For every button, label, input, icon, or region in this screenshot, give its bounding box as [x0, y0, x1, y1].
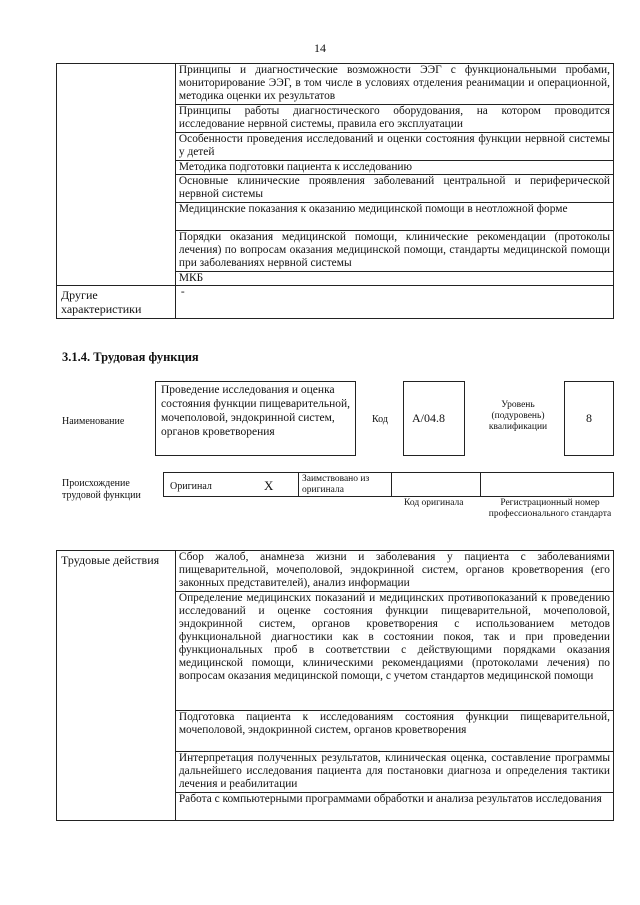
original-label: Оригинал [170, 481, 212, 492]
code-label: Код [372, 414, 388, 425]
borrowed-label: Заимствовано из оригинала [302, 474, 370, 495]
knowledge-row: Методика подготовки пациента к исследованию [175, 161, 613, 175]
knowledge-row: Медицинские показания к оказанию медицинской помощи в неотложной форме [175, 203, 613, 231]
registration-number-label: Регистрационный номер профессионального стандарта [488, 498, 612, 519]
divider [391, 472, 392, 497]
knowledge-label-cell [57, 64, 176, 286]
knowledge-table [56, 63, 614, 319]
other-characteristics-label: Другие характеристики [57, 286, 176, 319]
divider [480, 472, 481, 497]
action-row: Сбор жалоб, анамнеза жизни и заболевания у пациента с заболеваниями пищеварительной, мочеполовой, эндокринной систем, органов кроветворения (его законных представителей), анализ информации [175, 551, 613, 592]
code-original-label: Код оригинала [404, 498, 464, 508]
name-label: Наименование [62, 416, 125, 427]
other-characteristics-value: - [175, 286, 613, 319]
page-number: 14 [314, 41, 326, 55]
code-box: A/04.8 [403, 381, 465, 456]
action-row: Работа с компьютерными программами обработки и анализа результатов исследования [175, 793, 613, 821]
original-mark: X [264, 478, 274, 493]
origin-row [163, 472, 614, 497]
action-row: Интерпретация полученных результатов, клиническая оценка, составление программы дальнейшего исследования пациента для постановки диагноза и определения тактики лечения и реабилитации [175, 752, 613, 793]
section-heading: 3.1.4. Трудовая функция [62, 350, 199, 364]
knowledge-row: Принципы работы диагностического оборудования, на котором проводится исследование нервной системы, правила его эксплуатации [175, 105, 613, 133]
knowledge-row: МКБ [175, 272, 613, 286]
actions-label: Трудовые действия [57, 551, 176, 821]
level-label: Уровень (подуровень) квалификации [488, 400, 548, 432]
level-box: 8 [564, 381, 614, 456]
divider [298, 472, 299, 497]
action-row: Определение медицинских показаний и медицинских противопоказаний к проведению исследований и оценке состояния функции пищеварительной, мочеполовой, эндокринной систем, органов кроветворения с использованием методов функциональной диагностики как в состоянии покоя, так и при проведении функциональных проб в соответствии с действующими порядками оказания медицинской помощи, клиническими рекомендациями (протоколами лечения) по вопросам оказания медицинской помощи, с учетом стандартов медицинской помощи [175, 592, 613, 711]
knowledge-row: Основные клинические проявления заболеваний центральной и периферической нервной системы [175, 175, 613, 203]
knowledge-row: Принципы и диагностические возможности ЭЭГ с функциональными пробами, мониторирование ЭЭГ, в том числе в условиях отделения реанимации и операционной, методика оценки их результатов [175, 64, 613, 105]
actions-table [56, 550, 614, 821]
function-name-box: Проведение исследования и оценка состояния функции пищеварительной, мочеполовой, эндокринной систем, органов кроветворения [155, 381, 356, 456]
knowledge-row: Особенности проведения исследований и оценки состояния функции нервной системы у детей [175, 133, 613, 161]
action-row: Подготовка пациента к исследованиям состояния функции пищеварительной, мочеполовой, эндокринной систем, органов кроветворения [175, 711, 613, 752]
knowledge-row: Порядки оказания медицинской помощи, клинические рекомендации (протоколы лечения) по вопросам оказания медицинской помощи, стандарты медицинской помощи при заболеваниях нервной системы [175, 231, 613, 272]
origin-label: Происхождение трудовой функции [62, 478, 141, 501]
